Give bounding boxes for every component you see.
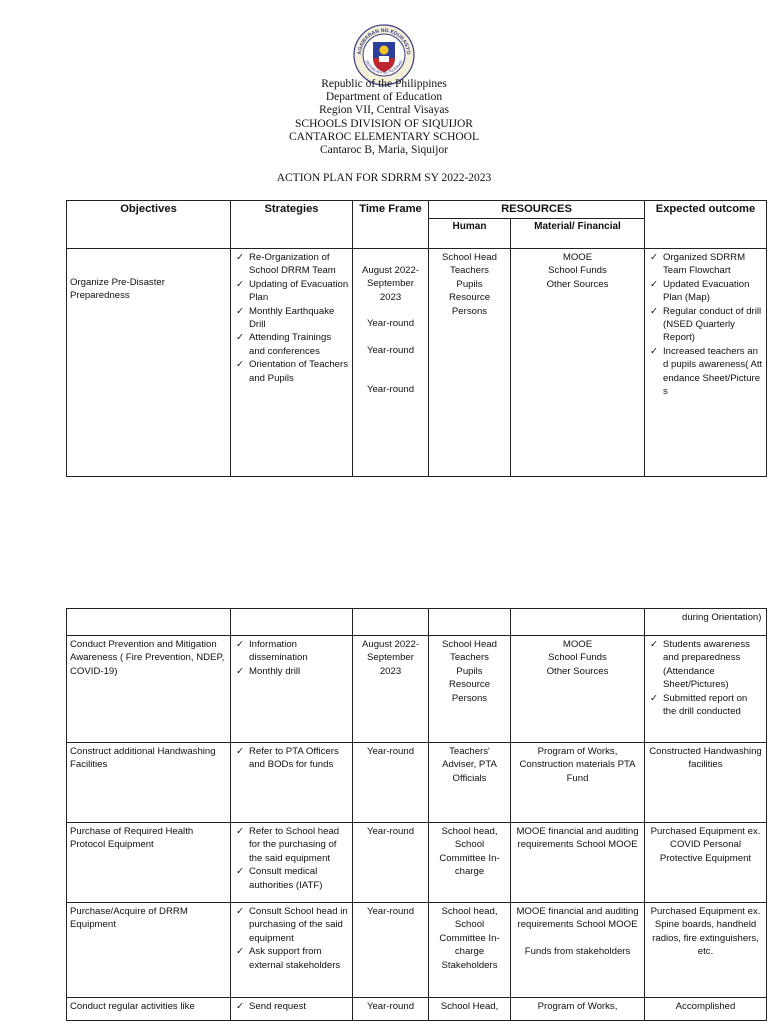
row5-human: School head, School Committee In-charge Stakeholders [429,903,511,998]
row4-strategies [231,823,353,903]
row6-objective: Conduct regular activities like [67,998,231,1021]
row5-objective: Purchase/Acquire of DRRM Equipment [67,903,231,998]
row5-material: MOOE financial and auditing requirements School MOOE Funds from stakeholders [511,903,645,998]
row4-time-frame: Year-round [353,823,429,903]
list-item: ✓ Orientation of Teachers and Pupils [234,358,349,385]
list-item: ✓ Updating of Evacuation Plan [234,278,349,305]
row5-time-frame: Year-round [353,903,429,998]
row1-human: School Head Teachers Pupils Resource Persons [429,249,511,477]
row4-expected-outcome: Purchased Equipment ex. COVID Personal Protective Equipment [645,823,767,903]
continued-outcome: during Orientation) [645,609,767,636]
list-item: ✓ Regular conduct of drill (NSED Quarterly Report) [648,305,763,345]
svg-text:KAGAWARAN NG EDUKASYON: AGAWARAN NG EDUKASYO [356,27,412,55]
list-item: ✓ Refer to PTA Officers and BODs for funds [234,745,349,772]
row2-objective: Conduct Prevention and Mitigation Awareness ( Fire Prevention, NDEP, COVID-19) [67,636,231,743]
row3-strategies [231,743,353,823]
header-line-address: Cantaroc B, Maria, Siquijor [319,144,449,157]
row2-expected-outcome [645,636,767,743]
row3-time-frame: Year-round [353,743,429,823]
row2-time-frame: August 2022-September 2023 [353,636,429,743]
header-material-financial: Material/ Financial [511,219,645,249]
row3-expected-outcome: Constructed Handwashing facilities [645,743,767,823]
header-line-region: Region VII, Central Visayas [319,104,449,117]
row1-objective: Organize Pre-Disaster Preparedness [67,249,231,477]
header-objectives: Objectives [67,201,231,249]
list-item: ✓ Attending Trainings and conferences [234,331,349,358]
row4-material: MOOE financial and auditing requirements School MOOE [511,823,645,903]
list-item: ✓ Re-Organization of School DRRM Team [234,251,349,278]
list-item: ✓ Updated Evacuation Plan (Map) [648,278,763,305]
header-line-division: SCHOOLS DIVISION OF SIQUIJOR [295,117,473,130]
list-item: ✓ Organized SDRRM Team Flowchart [648,251,763,278]
row6-human: School Head, [429,998,511,1021]
action-plan-table-page2 [66,608,767,1021]
list-item: ✓ Send request [234,1000,349,1013]
row1-strategies [231,249,353,477]
row5-strategies [231,903,353,998]
row4-objective: Purchase of Required Health Protocol Equipment [67,823,231,903]
header-line-department: Department of Education [325,91,443,104]
row1-time-frame: August 2022-September 2023 Year-round Year-round Year-round [353,249,429,477]
svg-text:REPUBLIKA NG PILIPINAS: REPUBLIKA NG PILIPINAS [364,59,404,75]
row6-expected-outcome: Accomplished [645,998,767,1021]
row1-material: MOOE School Funds Other Sources [511,249,645,477]
list-item: ✓ Monthly drill [234,665,349,678]
list-item: ✓ Consult School head in purchasing of the said equipment [234,905,349,945]
header-time-frame: Time Frame [353,201,429,249]
row5-expected-outcome: Purchased Equipment ex. Spine boards, handheld radios, fire extinguishers, etc. [645,903,767,998]
header-resources: RESOURCES [429,201,645,219]
row6-strategies [231,998,353,1021]
row3-human: Teachers' Adviser, PTA Officials [429,743,511,823]
row6-time-frame: Year-round [353,998,429,1021]
list-item: ✓ Information dissemination [234,638,349,665]
row2-human: School Head Teachers Pupils Resource Persons [429,636,511,743]
action-plan-table-page1 [66,200,767,477]
header-line-school: CANTAROC ELEMENTARY SCHOOL [288,130,480,143]
row1-expected-outcome [645,249,767,477]
deped-seal-logo [353,24,415,86]
list-item: ✓ Monthly Earthquake Drill [234,305,349,332]
header-strategies: Strategies [231,201,353,249]
document-header [0,78,768,185]
row4-human: School head, School Committee In-charge [429,823,511,903]
list-item: ✓ Submitted report on the drill conducted [648,692,763,719]
document-title: ACTION PLAN FOR SDRRM SY 2022-2023 [276,172,492,185]
row6-material: Program of Works, [511,998,645,1021]
list-item: ✓ Refer to School head for the purchasing of the said equipment [234,825,349,865]
row2-strategies [231,636,353,743]
row3-material: Program of Works, Construction materials PTA Fund [511,743,645,823]
list-item: ✓ Ask support from external stakeholders [234,945,349,972]
row2-material: MOOE School Funds Other Sources [511,636,645,743]
header-expected-outcome: Expected outcome [645,201,767,249]
row3-objective: Construct additional Handwashing Facilities [67,743,231,823]
header-human: Human [429,219,511,249]
list-item: ✓ Students awareness and preparedness (Attendance Sheet/Pictures) [648,638,763,692]
header-line-republic: Republic of the Philippines [321,78,447,90]
list-item: ✓ Consult medical authorities (IATF) [234,865,349,892]
list-item: ✓ Increased teachers and pupils awareness( Attendance Sheet/Pictures [648,345,763,399]
